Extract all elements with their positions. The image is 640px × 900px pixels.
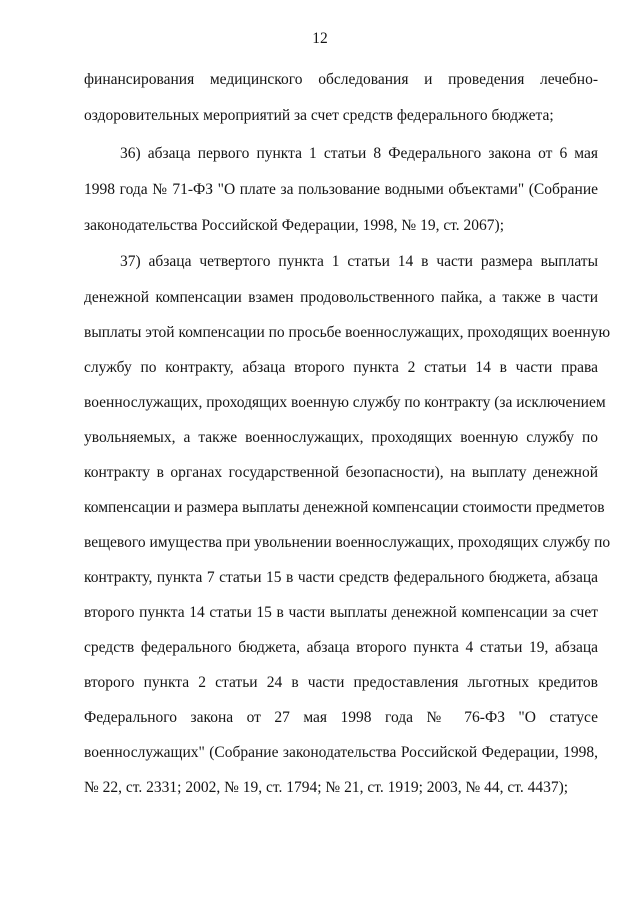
text-line: выплаты этой компенсации по просьбе военнослужащих, проходящих военную	[84, 324, 611, 341]
text-line: контракту в органах государственной безопасности), на выплату денежной	[84, 464, 598, 481]
text-line: службу по контракту, абзаца второго пункта 2 статьи 14 в части права	[84, 359, 598, 376]
text-line: компенсации и размера выплаты денежной компенсации стоимости предметов	[84, 499, 605, 516]
text-line: оздоровительных мероприятий за счет средств федерального бюджета;	[84, 107, 554, 124]
paragraph-36-first-line: 36) абзаца первого пункта 1 статьи 8 Федерального закона от 6 мая	[120, 145, 598, 162]
text-line: увольняемых, а также военнослужащих, проходящих военную службу по	[84, 429, 598, 446]
text-line: финансирования медицинского обследования и проведения лечебно-	[84, 71, 598, 88]
paragraph-37-first-line: 37) абзаца четвертого пункта 1 статьи 14 в части размера выплаты	[120, 253, 598, 270]
text-line: военнослужащих" (Собрание законодательства Российской Федерации, 1998,	[84, 744, 598, 761]
text-line: денежной компенсации взамен продовольственного пайка, а также в части	[84, 289, 598, 306]
text-line: вещевого имущества при увольнении военнослужащих, проходящих службу по	[84, 534, 611, 551]
text-line: второго пункта 14 статьи 15 в части выплаты денежной компенсации за счет	[84, 604, 598, 621]
text-line: Федерального закона от 27 мая 1998 года № 76-ФЗ "О статусе	[84, 709, 598, 726]
text-line: средств федерального бюджета, абзаца второго пункта 4 статьи 19, абзаца	[84, 639, 598, 656]
page-number: 12	[312, 30, 328, 47]
text-line: № 22, ст. 2331; 2002, № 19, ст. 1794; № 21, ст. 1919; 2003, № 44, ст. 4437);	[84, 779, 569, 796]
text-line: законодательства Российской Федерации, 1998, № 19, ст. 2067);	[84, 217, 505, 234]
text-line: контракту, пункта 7 статьи 15 в части средств федерального бюджета, абзаца	[84, 569, 598, 586]
text-line: военнослужащих, проходящих военную службу по контракту (за исключением	[84, 394, 606, 411]
text-line: второго пункта 2 статьи 24 в части предоставления льготных кредитов	[84, 674, 598, 691]
text-line: 1998 года № 71-ФЗ "О плате за пользование водными объектами" (Собрание	[84, 181, 598, 198]
